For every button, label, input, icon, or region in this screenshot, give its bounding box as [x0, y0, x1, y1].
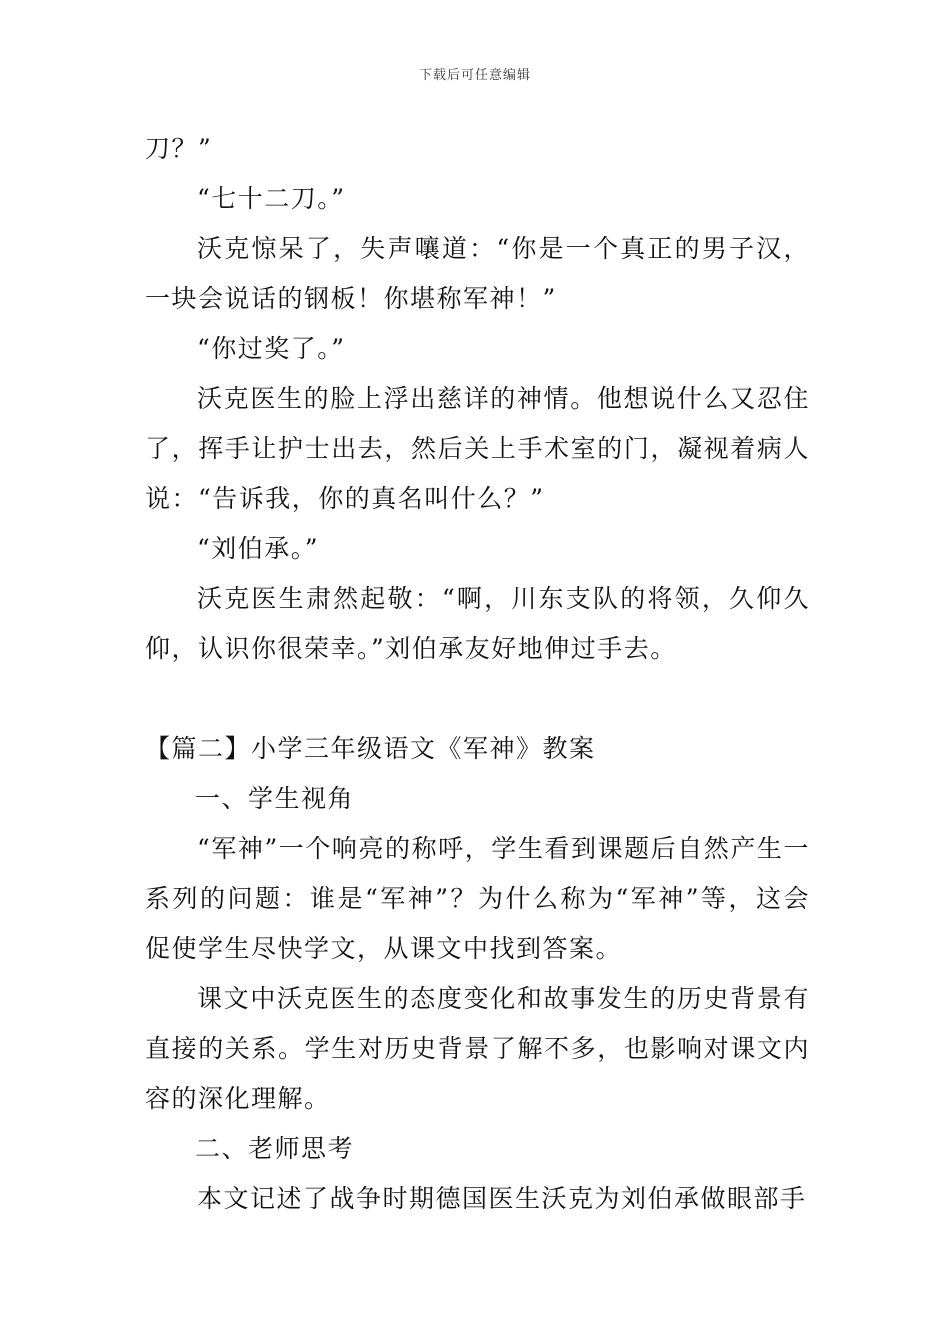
paragraph: “军神”一个响亮的称呼，学生看到课题后自然产生一系列的问题：谁是“军神”？为什么称为“军神”等，这会促使学生尽快学文，从课文中找到答案。 — [145, 834, 810, 963]
paragraph: “七十二刀。” — [197, 184, 346, 213]
page-header: 下载后可任意编辑 — [418, 68, 531, 83]
paragraph: “你过奖了。” — [197, 334, 346, 363]
paragraph: “刘伯承。” — [197, 534, 320, 563]
paragraph: 本文记述了战争时期德国医生沃克为刘伯承做眼部手 — [197, 1184, 807, 1213]
sub-heading: 二、老师思考 — [195, 1134, 355, 1163]
section-heading: 【篇二】小学三年级语文《军神》教案 — [145, 734, 596, 763]
paragraph: 沃克医生肃然起敬：“啊，川东支队的将领，久仰久仰，认识你很荣幸。”刘伯承友好地伸过手去。 — [145, 584, 810, 663]
paragraph: 刀？” — [145, 134, 213, 163]
sub-heading: 一、学生视角 — [195, 784, 355, 813]
document-body — [145, 124, 810, 1224]
paragraph: 沃克医生的脸上浮出慈详的神情。他想说什么又忍住了，挥手让护士出去，然后关上手术室的门，凝视着病人说：“告诉我，你的真名叫什么？” — [145, 384, 810, 513]
paragraph: 沃克惊呆了，失声嚷道：“你是一个真正的男子汉，一块会说话的钢板！你堪称军神！” — [145, 234, 810, 313]
paragraph: 课文中沃克医生的态度变化和故事发生的历史背景有直接的关系。学生对历史背景了解不多，也影响对课文内容的深化理解。 — [145, 984, 810, 1113]
